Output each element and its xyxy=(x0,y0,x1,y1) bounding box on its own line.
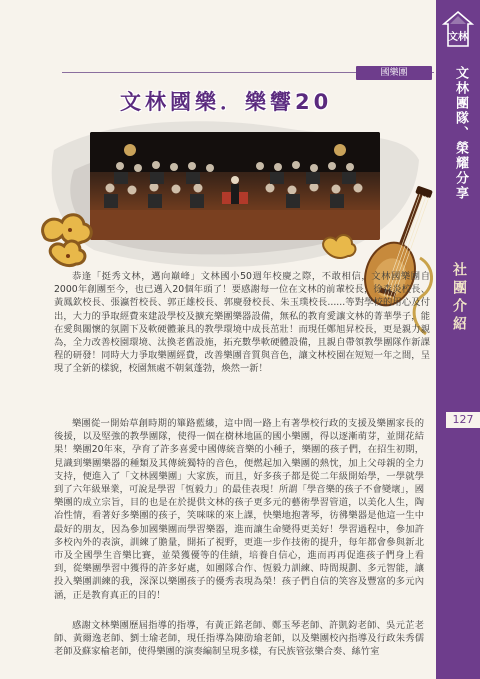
page-title: 文林國樂．樂響20 xyxy=(120,90,333,114)
sidebar-subtitle: 社團介紹 xyxy=(451,262,467,334)
orchestra-photo xyxy=(90,132,380,240)
page-number: 127 xyxy=(446,412,480,428)
sidebar xyxy=(436,0,480,679)
orchestra-scene xyxy=(90,132,380,240)
school-logo-icon xyxy=(442,10,474,50)
history-paragraph: 樂團從一開始草創時期的篳路藍縷，這中間一路上有著學校行政的支援及樂團家長的後援，以及堅強的教學團隊，使得一個在樹林地區的國小樂團，得以逐漸萌芽，並開花結果！樂團20年來，孕育了許多喜愛中國傳統音樂的小種子，樂團的孩子們，在招生初期，見識到樂團樂器的種類及其傳統獨特的音色，便燃起加入樂團的熱忱，加上父母親的全力支持，便進入了「文林國樂團」大家族，而且，好多孩子都是從二年級開始學，一學就學到了六年級畢業，可說是學習「恆毅力」的最佳表現！所謂「學音樂的孩子不會變壞」，國樂團的成立宗旨，目的也是在於提供文林的孩子更多元的藝術學習管道，以美化人生，陶冶性情，看著好多樂團的孩子，笑咪咪的來上課，快樂地抱著琴，彷彿樂器是他這一生中最好的朋友，因為參加國樂團而學習樂器，進而讓生命變得更美好！學習過程中，參加許多校內外的表演，訓練了膽量，開拓了視野，更進一步作技術的提升，每年都會參與新北市及全國學生音樂比賽，並榮獲優等的佳績，培養自信心，進而再再促進孩子們身上看到，從樂團學習中獲得的許多好處，如團隊合作、恆毅力訓練、時間規劃、多元智能，讓投入樂團訓練的我，深深以樂團孩子的優秀表現為榮！孩子們自信的笑容及豐富的多元內涵，正是教育真正的目的！ xyxy=(54,418,424,601)
section-badge: 國樂團 xyxy=(356,66,432,80)
intro-paragraph: 恭逢「挺秀文林，邁向巔峰」文林國小50週年校慶之際，不敢相信，文林國樂團自2000年創團至今，也已邁入20個年頭了！要感謝每一位在文林的前輩校長，徐森炎校長、黃鳳欽校長、張瀛哲校長、郭正雄校長、郭慶發校長、朱玉璞校長......等對學校的用心及付出，大力的爭取經費來建設學校及擴充樂團樂器設備，無私的教育愛讓文林的菁華學子，能在愛與關懷的氛圍下及軟硬體兼具的教學環境中成長茁壯！而現任鄭旭昇校長，更是親力親為，全力改善校園環境、汰換老舊設施，拓充數學軟硬體設備，且親自帶領教學團隊作新課程的研發！同時大力爭取樂團經費，改善樂團音質與音色，讓文林校園在短短一年之間，呈現了全新的樣貌，校園無處不朝氣蓬勃，煥然一新！ xyxy=(54,271,430,375)
sidebar-title: 文林團隊、榮耀分享 xyxy=(453,66,468,201)
svg-text:文林: 文林 xyxy=(448,32,468,43)
auspicious-cloud-small-icon xyxy=(318,228,358,264)
thanks-paragraph: 感謝文林樂團歷屆指導的指導，有黃正銘老師、鄭玉琴老師、許凱鈞老師、吳元芷老師、黃爾逸老師、劉士瑜老師，現任指導為陳劭瑜老師，以及樂團校內指導及行政朱秀儒老師及蘇家榆老師，使得樂團的演奏編制呈現多樣，有民族管弦樂合奏、絲竹室 xyxy=(54,620,424,658)
auspicious-cloud-icon xyxy=(34,206,98,276)
